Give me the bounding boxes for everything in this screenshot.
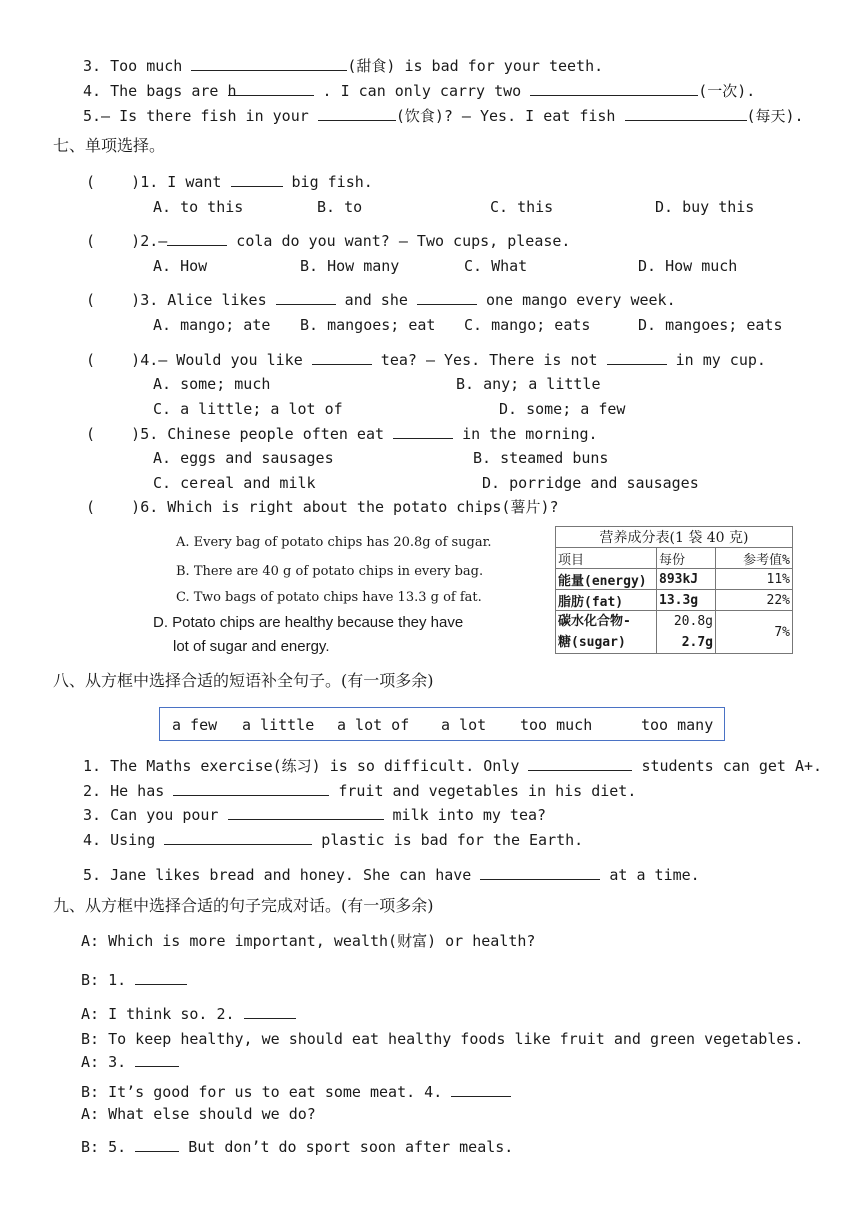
sentence-1: 1. The Maths exercise(练习) is so difficult. Only students can get A+. bbox=[83, 757, 823, 775]
option-b: B. steamed buns bbox=[473, 449, 609, 467]
answer-blank[interactable] bbox=[480, 865, 600, 880]
option-a: A. to this bbox=[153, 198, 244, 216]
table-header: 项目 bbox=[556, 548, 657, 569]
option-b: B. There are 40 g of potato chips in every bag. bbox=[176, 564, 484, 579]
question-2: ( )2.— cola do you want? — Two cups, please. bbox=[86, 232, 571, 250]
dialogue-line: A: I think so. 2. bbox=[81, 1004, 296, 1024]
answer-blank[interactable] bbox=[244, 1004, 296, 1019]
table-cell: 脂肪(fat) bbox=[556, 590, 657, 611]
table-cell: 碳水化合物- 糖(sugar) bbox=[556, 611, 657, 654]
answer-blank[interactable] bbox=[167, 231, 227, 246]
option-a: A. eggs and sausages bbox=[153, 449, 334, 467]
answer-blank[interactable] bbox=[164, 830, 312, 845]
answer-blank[interactable] bbox=[135, 970, 187, 985]
answer-blank[interactable] bbox=[228, 805, 384, 820]
answer-blank[interactable] bbox=[173, 781, 329, 796]
dialogue-line: B: 5. But don’t do sport soon after meals. bbox=[81, 1138, 514, 1156]
table-cell: 能量(energy) bbox=[556, 569, 657, 590]
table-cell: 20.8g 2.7g bbox=[657, 611, 716, 654]
answer-blank[interactable] bbox=[191, 56, 347, 71]
sentence-3: 3. Can you pour milk into my tea? bbox=[83, 806, 547, 824]
dialogue-line: A: 3. bbox=[81, 1052, 179, 1072]
answer-blank[interactable] bbox=[625, 106, 747, 121]
table-header: 每份 bbox=[657, 548, 716, 569]
word-option: a little bbox=[242, 716, 315, 734]
option-d: D. buy this bbox=[655, 198, 755, 216]
option-c: C. a little; a lot of bbox=[153, 400, 343, 418]
option-d: D. some; a few bbox=[499, 400, 626, 418]
answer-blank[interactable] bbox=[276, 290, 336, 305]
option-b: B. to bbox=[317, 198, 363, 216]
answer-blank[interactable] bbox=[135, 1137, 179, 1152]
option-d: D. porridge and sausages bbox=[482, 474, 699, 492]
answer-blank[interactable] bbox=[312, 350, 372, 365]
word-option: a lot bbox=[441, 716, 487, 734]
option-a: A. How bbox=[153, 257, 208, 275]
answer-blank[interactable] bbox=[135, 1052, 179, 1067]
question-4: ( )4.— Would you like tea? — Yes. There is not in my cup. bbox=[86, 351, 766, 369]
option-d: D. How much bbox=[638, 257, 738, 275]
answer-blank[interactable]: h bbox=[228, 81, 314, 96]
option-c: C. What bbox=[464, 257, 528, 275]
option-a: A. Every bag of potato chips has 20.8g of sugar. bbox=[176, 535, 492, 550]
answer-blank[interactable] bbox=[393, 424, 453, 439]
answer-blank[interactable] bbox=[451, 1082, 511, 1097]
word-box bbox=[159, 707, 725, 741]
sentence-2: 2. He has fruit and vegetables in his diet. bbox=[83, 782, 637, 800]
answer-blank[interactable] bbox=[417, 290, 477, 305]
section-8-title: 八、从方框中选择合适的短语补全句子。(有一项多余) bbox=[53, 671, 434, 690]
option-d-continued: lot of sugar and energy. bbox=[173, 638, 330, 655]
word-option: too many bbox=[641, 716, 714, 734]
table-header: 参考值% bbox=[716, 548, 793, 569]
nutrition-table bbox=[555, 526, 793, 654]
fill-line-5: 5.— Is there fish in your (饮食)? — Yes. I eat fish (每天). bbox=[83, 107, 804, 125]
question-3: ( )3. Alice likes and she one mango every week. bbox=[86, 291, 676, 309]
option-b: B. mangoes; eat bbox=[300, 316, 436, 334]
dialogue-line: A: Which is more important, wealth(财富) or health? bbox=[81, 932, 536, 950]
answer-blank[interactable] bbox=[607, 350, 667, 365]
dialogue-line: B: 1. bbox=[81, 970, 187, 990]
word-option: a lot of bbox=[337, 716, 410, 734]
option-a: A. mango; ate bbox=[153, 316, 271, 334]
fill-line-3: 3. Too much (甜食) is bad for your teeth. bbox=[83, 57, 604, 75]
question-5: ( )5. Chinese people often eat in the morning. bbox=[86, 425, 598, 443]
table-cell: 7% bbox=[716, 611, 793, 654]
option-a: A. some; much bbox=[153, 375, 271, 393]
dialogue-line: B: To keep healthy, we should eat healthy foods like fruit and green vegetables. bbox=[81, 1030, 804, 1048]
option-c: C. cereal and milk bbox=[153, 474, 316, 492]
table-cell: 893kJ bbox=[657, 569, 716, 590]
answer-blank[interactable] bbox=[528, 756, 632, 771]
table-title: 营养成分表(1 袋 40 克) bbox=[556, 527, 793, 548]
sentence-5: 5. Jane likes bread and honey. She can have at a time. bbox=[83, 866, 700, 884]
option-d: D. Potato chips are healthy because they have bbox=[153, 614, 464, 631]
sentence-4: 4. Using plastic is bad for the Earth. bbox=[83, 831, 584, 849]
option-b: B. any; a little bbox=[456, 375, 601, 393]
option-c: C. mango; eats bbox=[464, 316, 591, 334]
word-option: too much bbox=[520, 716, 593, 734]
question-6: ( )6. Which is right about the potato chips(薯片)? bbox=[86, 498, 559, 516]
fill-line-4: 4. The bags are h . I can only carry two (一次). bbox=[83, 82, 756, 100]
table-cell: 13.3g bbox=[657, 590, 716, 611]
answer-blank[interactable] bbox=[231, 172, 283, 187]
table-cell: 11% bbox=[716, 569, 793, 590]
dialogue-line: A: What else should we do? bbox=[81, 1105, 316, 1123]
option-d: D. mangoes; eats bbox=[638, 316, 783, 334]
section-9-title: 九、从方框中选择合适的句子完成对话。(有一项多余) bbox=[53, 896, 434, 915]
table-cell: 22% bbox=[716, 590, 793, 611]
dialogue-line: B: It’s good for us to eat some meat. 4. bbox=[81, 1082, 511, 1102]
section-7-title: 七、单项选择。 bbox=[53, 136, 166, 155]
question-1: ( )1. I want big fish. bbox=[86, 173, 373, 191]
answer-blank[interactable] bbox=[530, 81, 698, 96]
option-c: C. Two bags of potato chips have 13.3 g of fat. bbox=[176, 590, 482, 605]
option-c: C. this bbox=[490, 198, 554, 216]
word-option: a few bbox=[172, 716, 218, 734]
option-b: B. How many bbox=[300, 257, 400, 275]
answer-blank[interactable] bbox=[318, 106, 396, 121]
